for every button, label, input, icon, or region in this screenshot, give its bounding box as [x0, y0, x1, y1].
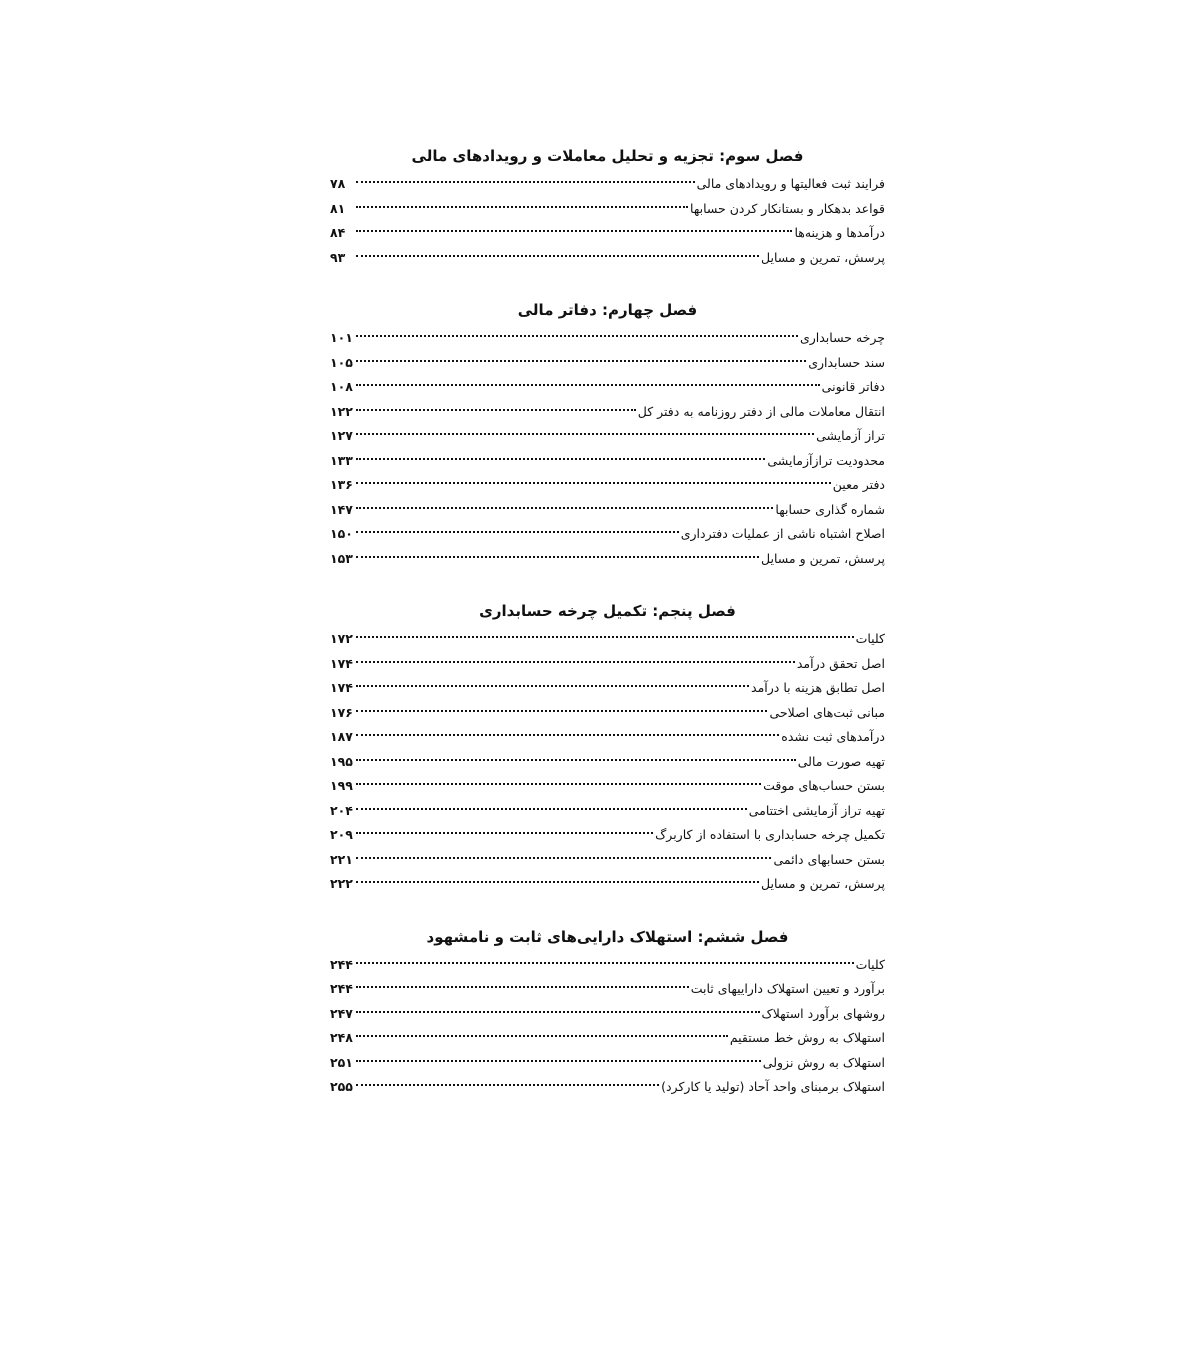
toc-entry — [330, 953, 885, 978]
dot-leader — [356, 1060, 761, 1062]
dot-leader — [356, 181, 695, 183]
entry-page-number: ۱۹۹ — [330, 778, 353, 793]
entry-label: پرسش، تمرین و مسایل — [761, 876, 885, 891]
entry-page-number: ۱۷۲ — [330, 631, 353, 646]
chapter-title: فصل پنجم: تکمیل چرخه حسابداری — [479, 602, 736, 620]
dot-leader — [356, 556, 759, 558]
entry-page-number: ۱۷۴ — [330, 680, 353, 695]
entry-page-number: ۱۰۱ — [330, 330, 353, 345]
entry-label: قواعد بدهکار و بستانکار کردن حسابها — [690, 200, 885, 216]
toc-entry — [330, 1075, 885, 1100]
entry-label: درآمدهای ثبت نشده — [781, 729, 885, 744]
toc-entry — [330, 197, 885, 222]
entry-label: مبانی ثبت‌های اصلاحی — [769, 704, 885, 720]
dot-leader — [356, 1084, 659, 1086]
dot-leader — [356, 335, 798, 337]
entry-label: بستن حسابهای دائمی — [773, 851, 885, 867]
chapter-3 — [330, 140, 885, 270]
toc-entry — [330, 725, 885, 750]
toc-entry — [330, 172, 885, 197]
entry-page-number: ۲۴۴ — [330, 981, 353, 996]
entry-label: تکمیل چرخه حسابداری با استفاده از کاربرگ — [655, 827, 885, 842]
toc-entry — [330, 424, 885, 449]
entry-page-number: ۱۲۲ — [330, 403, 353, 419]
entry-page-number: ۲۰۹ — [330, 827, 353, 842]
toc-entry — [330, 498, 885, 523]
entry-page-number: ۱۷۴ — [330, 655, 353, 671]
chapter-title: فصل ششم: استهلاک دارایی‌های ثابت و نامشهود — [426, 927, 789, 946]
entry-label: استهلاک به روش نزولی — [762, 1054, 885, 1070]
toc-entry — [330, 547, 885, 572]
entry-label: استهلاک برمبنای واحد آحاد (تولید یا کارکرد) — [661, 1079, 885, 1094]
entry-page-number: ۲۴۷ — [330, 1005, 353, 1021]
entry-label: اصل تطابق هزینه با درآمد — [751, 680, 885, 695]
entry-label: پرسش، تمرین و مسایل — [761, 550, 885, 566]
entry-page-number: ۱۰۸ — [330, 379, 353, 394]
entry-page-number: ۹۳ — [330, 249, 346, 265]
toc-entry — [330, 1026, 885, 1051]
entry-label: شماره گذاری حسابها — [775, 501, 885, 517]
toc-entry — [330, 1002, 885, 1027]
entry-label: سند حسابداری — [808, 354, 885, 370]
entry-page-number: ۷۸ — [330, 176, 346, 191]
chapter-4 — [330, 294, 885, 571]
toc-entry — [330, 246, 885, 271]
entry-page-number: ۱۳۶ — [330, 477, 353, 492]
entry-label: کلیات — [855, 956, 885, 972]
toc-entry — [330, 1051, 885, 1076]
toc-entry — [330, 449, 885, 474]
chapter-6 — [330, 921, 885, 1100]
dot-leader — [356, 661, 795, 663]
entry-label: استهلاک به روش خط مستقیم — [729, 1030, 885, 1045]
chapter-5 — [330, 595, 885, 897]
dot-leader — [356, 685, 749, 687]
toc-entry — [330, 400, 885, 425]
entry-label: فرایند ثبت فعالیتها و رویدادهای مالی — [696, 176, 885, 191]
toc-entry — [330, 848, 885, 873]
toc-entry — [330, 652, 885, 677]
toc-entry — [330, 351, 885, 376]
table-of-contents — [330, 140, 885, 1124]
dot-leader — [356, 206, 688, 208]
toc-entry — [330, 977, 885, 1002]
entry-label: چرخه حسابداری — [799, 330, 885, 345]
toc-entry — [330, 522, 885, 547]
entry-page-number: ۱۰۵ — [330, 354, 353, 370]
entry-page-number: ۲۴۴ — [330, 956, 353, 972]
dot-leader — [356, 482, 831, 484]
toc-entry — [330, 823, 885, 848]
entry-page-number: ۱۷۶ — [330, 704, 353, 720]
toc-entry — [330, 676, 885, 701]
dot-leader — [356, 433, 814, 435]
toc-entry — [330, 326, 885, 351]
entry-label: اصلاح اشتباه ناشی از عملیات دفترداری — [680, 526, 885, 541]
entry-label: محدودیت ترازآزمایشی — [767, 452, 885, 468]
entry-label: تهیه تراز آزمایشی اختتامی — [748, 802, 885, 818]
dot-leader — [356, 636, 854, 638]
dot-leader — [356, 507, 773, 509]
toc-entry — [330, 774, 885, 799]
entry-page-number: ۲۴۸ — [330, 1030, 353, 1045]
dot-leader — [356, 531, 679, 533]
dot-leader — [356, 710, 767, 712]
dot-leader — [356, 808, 747, 810]
toc-entry — [330, 473, 885, 498]
entry-page-number: ۸۱ — [330, 200, 346, 216]
entry-page-number: ۱۹۵ — [330, 753, 353, 769]
toc-entry — [330, 375, 885, 400]
toc-entry — [330, 627, 885, 652]
entry-page-number: ۱۲۷ — [330, 428, 353, 443]
chapter-title: فصل چهارم: دفاتر مالی — [517, 301, 698, 319]
dot-leader — [356, 734, 779, 736]
entry-label: دفاتر قانونی — [821, 379, 885, 394]
dot-leader — [356, 986, 689, 988]
entry-label: برآورد و تعیین استهلاک داراییهای ثابت — [690, 981, 885, 996]
dot-leader — [356, 881, 759, 883]
dot-leader — [356, 230, 792, 232]
dot-leader — [356, 962, 854, 964]
entry-label: انتقال معاملات مالی از دفتر روزنامه به دفتر کل — [637, 403, 885, 419]
entry-page-number: ۱۳۳ — [330, 452, 353, 468]
toc-entry — [330, 221, 885, 246]
dot-leader — [356, 360, 806, 362]
dot-leader — [356, 759, 796, 761]
dot-leader — [356, 857, 771, 859]
dot-leader — [356, 458, 765, 460]
dot-leader — [356, 1011, 760, 1013]
dot-leader — [356, 832, 653, 834]
toc-entry — [330, 799, 885, 824]
entry-label: تراز آزمایشی — [816, 428, 885, 443]
entry-page-number: ۲۲۱ — [330, 851, 353, 867]
entry-page-number: ۱۵۰ — [330, 526, 353, 541]
toc-entry — [330, 701, 885, 726]
entry-label: پرسش، تمرین و مسایل — [761, 249, 885, 265]
entry-label: درآمدها و هزینه‌ها — [794, 225, 885, 240]
entry-page-number: ۲۵۵ — [330, 1079, 353, 1094]
entry-label: روشهای برآورد استهلاک — [761, 1005, 885, 1021]
entry-page-number: ۱۵۳ — [330, 550, 353, 566]
entry-label: کلیات — [855, 631, 885, 646]
entry-page-number: ۲۲۲ — [330, 876, 353, 891]
chapter-title: فصل سوم: تجزیه و تحلیل معاملات و رویدادهای مالی — [411, 147, 804, 165]
toc-entry — [330, 750, 885, 775]
dot-leader — [356, 384, 820, 386]
entry-page-number: ۱۴۷ — [330, 501, 353, 517]
entry-label: تهیه صورت مالی — [797, 753, 885, 769]
toc-entry — [330, 872, 885, 897]
entry-label: بستن حساب‌های موقت — [763, 778, 885, 793]
entry-label: اصل تحقق درآمد — [796, 655, 885, 671]
dot-leader — [356, 409, 636, 411]
entry-page-number: ۸۴ — [330, 225, 346, 240]
dot-leader — [356, 1035, 728, 1037]
entry-label: دفتر معین — [832, 477, 885, 492]
entry-page-number: ۲۰۴ — [330, 802, 353, 818]
entry-page-number: ۱۸۷ — [330, 729, 353, 744]
dot-leader — [356, 783, 761, 785]
entry-page-number: ۲۵۱ — [330, 1054, 353, 1070]
dot-leader — [356, 255, 759, 257]
